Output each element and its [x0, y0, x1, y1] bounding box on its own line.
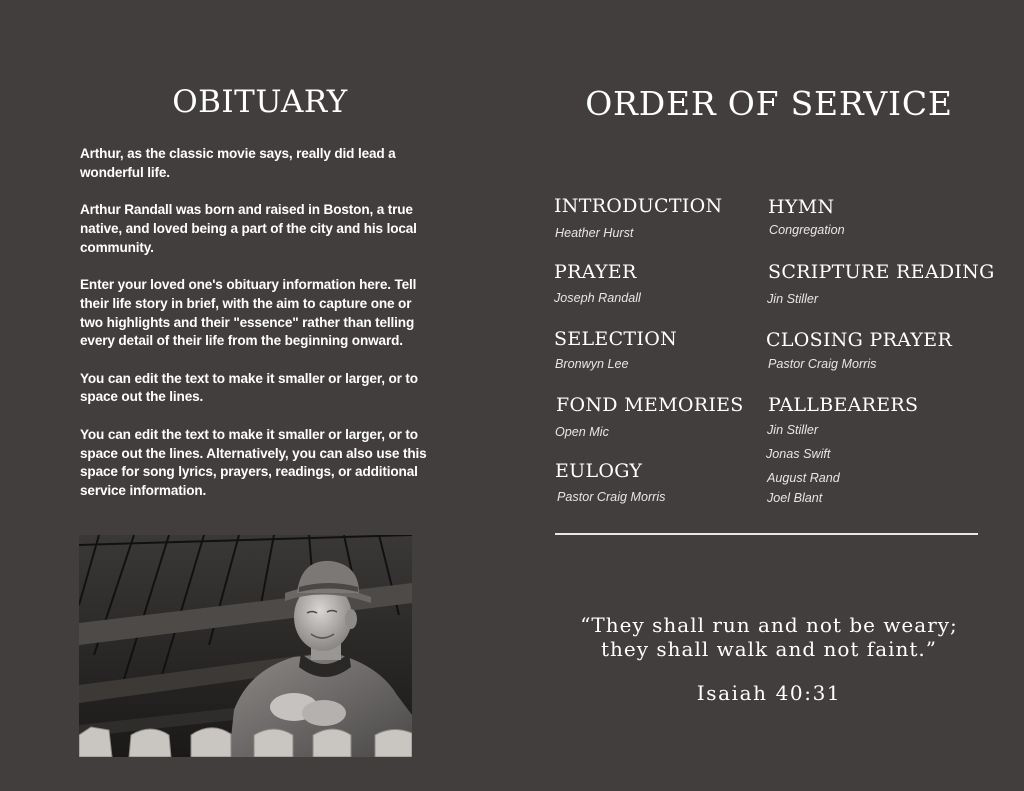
- pallbearer-name: Jonas Swift: [766, 447, 831, 461]
- obituary-paragraph: Arthur, as the classic movie says, really did lead a wonderful life.: [80, 146, 396, 180]
- service-item-name: Open Mic: [555, 425, 609, 439]
- service-item-heading: CLOSING PRAYER: [766, 329, 953, 351]
- service-item-heading: SELECTION: [554, 328, 677, 350]
- scripture-quote: [556, 614, 982, 661]
- quote-line: “They shall run and not be weary;: [580, 613, 958, 637]
- pallbearer-name: August Rand: [767, 471, 840, 485]
- service-item-name: Pastor Craig Morris: [557, 490, 666, 504]
- service-item-heading: FOND MEMORIES: [556, 394, 744, 416]
- service-item-heading: HYMN: [768, 196, 835, 218]
- obituary-body: [80, 145, 428, 519]
- pallbearer-name: Jin Stiller: [767, 423, 819, 437]
- service-item-name: Pastor Craig Morris: [768, 357, 877, 371]
- pallbearer-name: Joel Blant: [767, 491, 823, 505]
- obituary-paragraph: You can edit the text to make it smaller or larger, or to space out the lines. Alternatively, you can also use this space for song lyrics, prayers, readings, or additional service information.: [80, 426, 427, 499]
- service-item-name: Heather Hurst: [555, 226, 634, 240]
- obituary-photo: [79, 535, 412, 757]
- order-of-service-title: ORDER OF SERVICE: [585, 84, 953, 123]
- divider-line: [555, 533, 978, 535]
- obituary-paragraph: Arthur Randall was born and raised in Boston, a true native, and loved being a part of the city and his local community.: [80, 202, 417, 255]
- service-item-name: Bronwyn Lee: [555, 357, 629, 371]
- service-item-heading: INTRODUCTION: [554, 195, 723, 217]
- service-item-heading: SCRIPTURE READING: [768, 261, 995, 283]
- obituary-title: OBITUARY: [172, 84, 348, 120]
- service-item-heading: PALLBEARERS: [768, 394, 919, 416]
- obituary-paragraph: Enter your loved one's obituary information here. Tell their life story in brief, with the aim to capture one or two highlights and their "essence" rather than telling every detail of their life from the beginning onward.: [80, 276, 417, 349]
- scripture-citation: Isaiah 40:31: [696, 681, 842, 705]
- quote-line: they shall walk and not faint.”: [600, 636, 938, 661]
- service-item-name: Joseph Randall: [554, 291, 641, 305]
- service-item-heading: EULOGY: [555, 460, 643, 482]
- service-item-name: Jin Stiller: [767, 292, 819, 306]
- obituary-paragraph: You can edit the text to make it smaller or larger, or to space out the lines.: [80, 370, 418, 405]
- service-item-name: Congregation: [769, 223, 845, 237]
- service-item-heading: PRAYER: [554, 261, 637, 283]
